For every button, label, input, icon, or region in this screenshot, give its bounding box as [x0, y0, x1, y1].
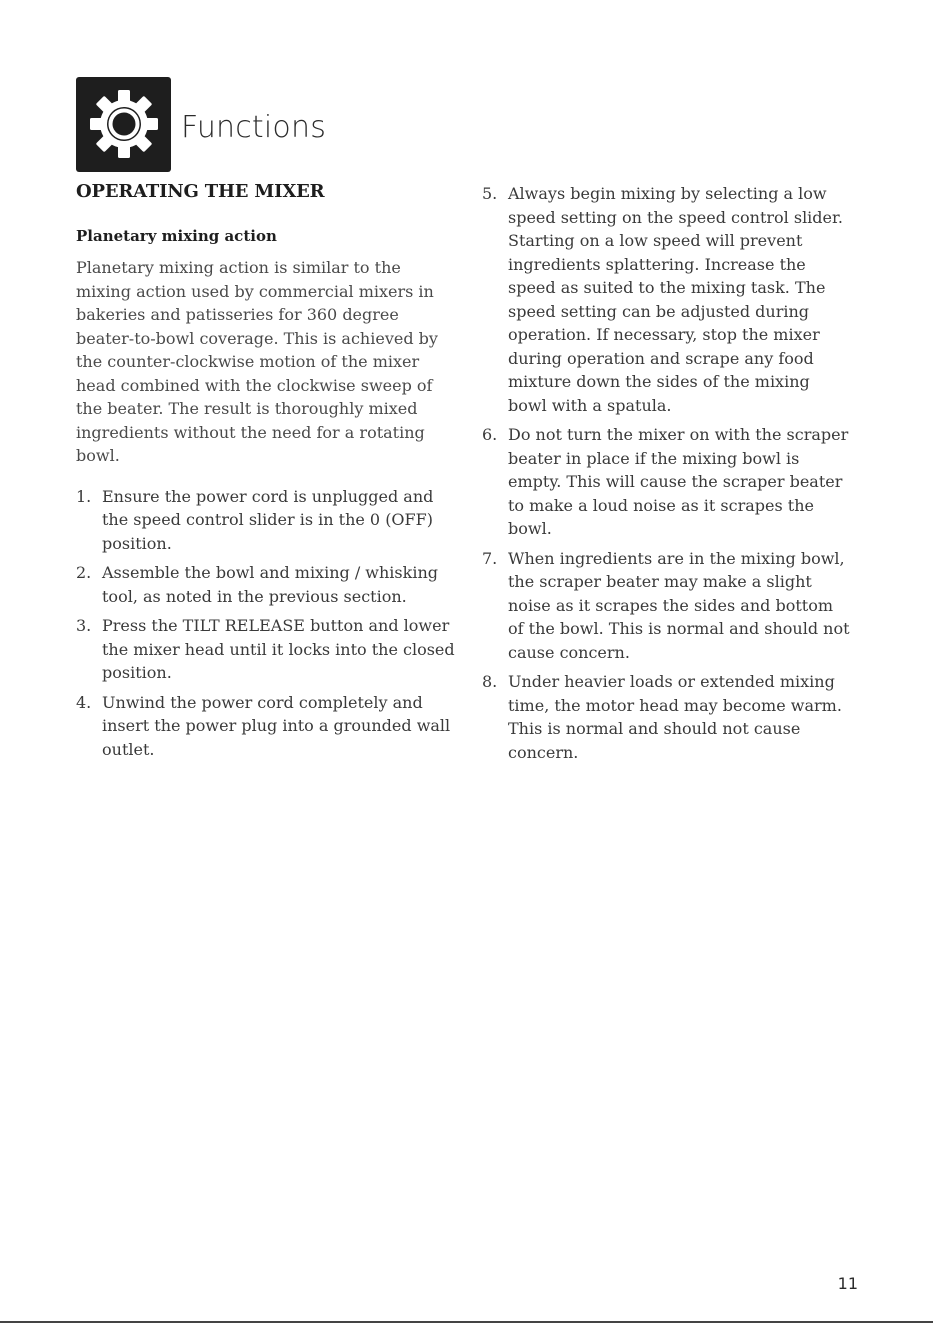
step-item	[76, 691, 456, 762]
sub-heading: Planetary mixing action	[76, 226, 277, 245]
step-item	[76, 561, 456, 608]
step-number: 8.	[482, 672, 498, 691]
step-text: Do not turn the mixer on with the scraper beater in place if the mixing bowl is empty. This will cause the scraper beater to make a loud noise as it scrapes the bowl.	[508, 425, 849, 538]
step-number: 6.	[482, 425, 498, 444]
step-number: 4.	[76, 692, 92, 712]
right-column	[482, 182, 852, 770]
step-number: 5.	[482, 184, 498, 203]
section-heading: OPERATING THE MIXER	[76, 181, 325, 202]
step-text: Always begin mixing by selecting a low speed setting on the speed control slider. Starting on a low speed will prevent ingredients splattering. Increase the speed as suited to the mixing task. The speed setting can be adjusted during operation. If necessary, stop the mixer during operation and scrape any food mixture down the sides of the mixing bowl with a spatula.	[508, 184, 843, 415]
step-item	[482, 182, 852, 417]
page-bottom-rule	[0, 1321, 933, 1323]
step-item	[482, 423, 852, 541]
step-item	[482, 547, 852, 665]
intro-paragraph: Planetary mixing action is similar to the mixing action used by commercial mixers in bakeries and patisseries for 360 degree beater-to-bowl coverage. This is achieved by the counter-clockwise motion of the mixer head combined with the clockwise sweep of the beater. The result is thoroughly mixed ingredients without the need for a rotating bowl.	[76, 258, 438, 465]
step-text: Unwind the power cord completely and insert the power plug into a grounded wall outlet.	[102, 692, 451, 759]
step-text: Assemble the bowl and mixing / whisking tool, as noted in the previous section.	[102, 563, 438, 606]
gear-icon	[88, 88, 160, 160]
section-icon-box	[76, 77, 171, 172]
step-text: Ensure the power cord is unplugged and the speed control slider is in the 0 (OFF) position.	[102, 486, 434, 553]
steps-list-right	[482, 182, 852, 764]
step-text: Under heavier loads or extended mixing time, the motor head may become warm. This is normal and should not cause concern.	[508, 672, 842, 762]
step-item	[76, 485, 456, 556]
step-text: When ingredients are in the mixing bowl, the scraper beater may make a slight noise as it scrapes the sides and bottom of the bowl. This is normal and should not cause concern.	[508, 548, 850, 662]
steps-list-left	[76, 485, 456, 762]
step-number: 3.	[76, 616, 92, 635]
page-header	[76, 76, 326, 172]
step-number: 2.	[76, 563, 92, 582]
left-column	[76, 180, 456, 767]
page-title: Functions	[181, 109, 327, 145]
step-number: 7.	[482, 548, 498, 568]
page-number: 11	[837, 1274, 858, 1293]
step-text: Press the TILT RELEASE button and lower the mixer head until it locks into the closed position.	[102, 616, 455, 682]
step-item	[482, 670, 852, 764]
step-number: 1.	[76, 486, 92, 506]
step-item	[76, 614, 456, 685]
